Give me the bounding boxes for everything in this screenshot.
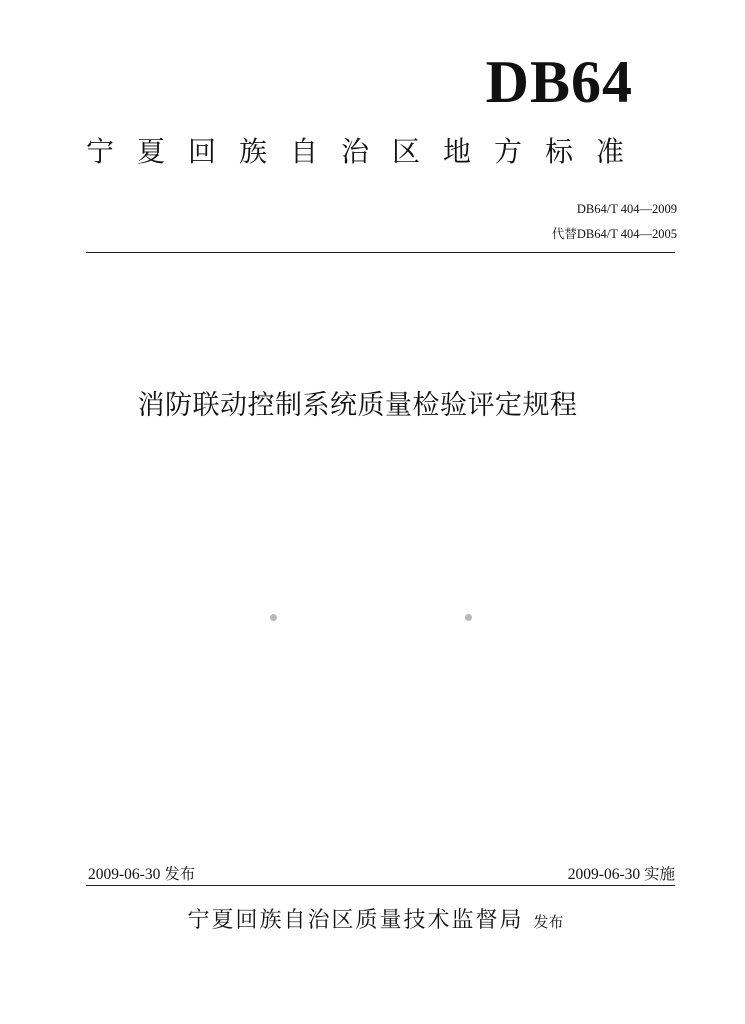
publisher-name: 宁夏回族自治区质量技术监督局: [187, 908, 524, 933]
document-title: 消防联动控制系统质量检验评定规程: [137, 390, 578, 421]
publisher-line: [0, 906, 745, 937]
header-divider: [86, 252, 675, 253]
issue-date: 2009-06-30 发布: [88, 866, 196, 883]
standard-number: DB64/T 404—2009: [576, 202, 677, 216]
footer-divider: [86, 885, 675, 886]
replaces-standard-number: 代替DB64/T 404—2005: [551, 227, 677, 241]
decorative-dot-left: [270, 614, 277, 621]
decorative-dot-right: [465, 614, 472, 621]
publish-label: 发布: [533, 913, 564, 931]
effective-date: 2009-06-30 实施: [567, 866, 675, 883]
standard-type-heading: 宁夏回族自治区地方标准: [86, 135, 648, 168]
standard-code-mark: DB64: [485, 49, 633, 115]
